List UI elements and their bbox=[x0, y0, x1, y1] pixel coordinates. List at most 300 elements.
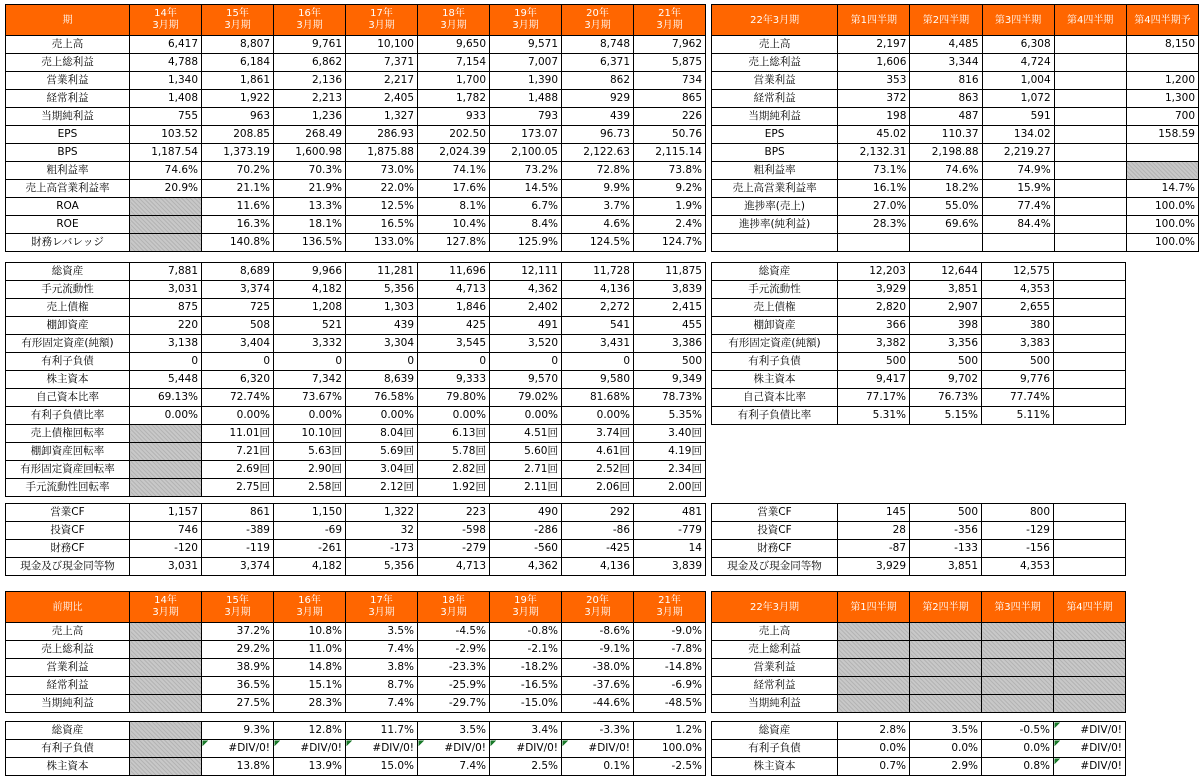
cell[interactable]: 4,182 bbox=[274, 558, 346, 576]
cell[interactable]: 1,303 bbox=[346, 299, 418, 317]
cell[interactable] bbox=[838, 695, 910, 713]
cell[interactable]: 11,696 bbox=[418, 263, 490, 281]
cell[interactable]: -286 bbox=[490, 522, 562, 540]
cell[interactable]: 5.31% bbox=[838, 407, 910, 425]
cell[interactable]: -356 bbox=[910, 522, 982, 540]
cell[interactable]: 124.7% bbox=[634, 234, 706, 252]
cell[interactable]: 127.8% bbox=[418, 234, 490, 252]
row-label[interactable]: 有利子負債比率 bbox=[712, 407, 838, 425]
cell[interactable]: 4,713 bbox=[418, 281, 490, 299]
cell[interactable] bbox=[910, 234, 982, 252]
cell[interactable]: 8.4% bbox=[490, 216, 562, 234]
cell[interactable]: 4,485 bbox=[910, 36, 982, 54]
cell[interactable]: 223 bbox=[418, 504, 490, 522]
cell[interactable]: 1,700 bbox=[418, 72, 490, 90]
cell[interactable]: 0 bbox=[130, 353, 202, 371]
cell[interactable]: 2,655 bbox=[982, 299, 1054, 317]
cell[interactable]: 15.9% bbox=[982, 180, 1054, 198]
cell[interactable]: 0.8% bbox=[982, 758, 1054, 776]
row-label[interactable]: 手元流動性回転率 bbox=[6, 479, 130, 497]
cell[interactable]: -120 bbox=[130, 540, 202, 558]
cell[interactable]: -48.5% bbox=[634, 695, 706, 713]
cell[interactable]: 9.2% bbox=[634, 180, 706, 198]
cell[interactable]: 69.6% bbox=[910, 216, 982, 234]
cell[interactable]: 9,417 bbox=[838, 371, 910, 389]
cell[interactable]: -14.8% bbox=[634, 659, 706, 677]
cell[interactable]: 3,545 bbox=[418, 335, 490, 353]
cell[interactable]: 4,362 bbox=[490, 281, 562, 299]
cell[interactable]: 2,219.27 bbox=[982, 144, 1054, 162]
cell[interactable]: 875 bbox=[130, 299, 202, 317]
cell[interactable]: 5.11% bbox=[982, 407, 1054, 425]
cell[interactable]: 8.7% bbox=[346, 677, 418, 695]
cell[interactable]: 10.10回 bbox=[274, 425, 346, 443]
cell[interactable]: 96.73 bbox=[562, 126, 634, 144]
cell[interactable]: 3,374 bbox=[202, 558, 274, 576]
cell[interactable]: 16.5% bbox=[346, 216, 418, 234]
cell[interactable]: -37.6% bbox=[562, 677, 634, 695]
cell[interactable]: 500 bbox=[910, 353, 982, 371]
cell[interactable]: 76.73% bbox=[910, 389, 982, 407]
cell[interactable]: 5,875 bbox=[634, 54, 706, 72]
cell[interactable] bbox=[130, 740, 202, 758]
cell[interactable]: 3,851 bbox=[910, 558, 982, 576]
row-label[interactable]: 売上高 bbox=[712, 623, 838, 641]
cell[interactable]: #DIV/0! bbox=[1054, 758, 1126, 776]
cell[interactable] bbox=[982, 623, 1054, 641]
cell[interactable]: 2.71回 bbox=[490, 461, 562, 479]
cell[interactable]: 2,907 bbox=[910, 299, 982, 317]
cell[interactable] bbox=[1054, 695, 1126, 713]
cell[interactable]: 734 bbox=[634, 72, 706, 90]
cell[interactable] bbox=[1054, 522, 1126, 540]
row-label[interactable]: EPS bbox=[712, 126, 838, 144]
cell[interactable] bbox=[982, 659, 1054, 677]
cell[interactable]: 72.8% bbox=[562, 162, 634, 180]
cell[interactable]: 1.92回 bbox=[418, 479, 490, 497]
cell[interactable]: 14.7% bbox=[1126, 180, 1198, 198]
cell[interactable]: 2.8% bbox=[838, 722, 910, 740]
cell[interactable]: 3,383 bbox=[982, 335, 1054, 353]
cell[interactable]: 2,217 bbox=[346, 72, 418, 90]
cell[interactable]: 76.58% bbox=[346, 389, 418, 407]
cell[interactable] bbox=[1054, 641, 1126, 659]
cell[interactable]: 0.00% bbox=[490, 407, 562, 425]
cell[interactable]: 13.8% bbox=[202, 758, 274, 776]
row-label[interactable]: 有形固定資産回転率 bbox=[6, 461, 130, 479]
cell[interactable]: 700 bbox=[1126, 108, 1198, 126]
cell[interactable]: 963 bbox=[202, 108, 274, 126]
cell[interactable] bbox=[130, 479, 202, 497]
cell[interactable]: 286.93 bbox=[346, 126, 418, 144]
cell[interactable]: 11.7% bbox=[346, 722, 418, 740]
cell[interactable]: 38.9% bbox=[202, 659, 274, 677]
cell[interactable]: 84.4% bbox=[982, 216, 1054, 234]
cell[interactable] bbox=[910, 623, 982, 641]
cell[interactable]: 12,203 bbox=[838, 263, 910, 281]
cell[interactable]: 10,100 bbox=[346, 36, 418, 54]
cell[interactable]: 2,115.14 bbox=[634, 144, 706, 162]
row-label[interactable]: ROA bbox=[6, 198, 130, 216]
cell[interactable]: 3,520 bbox=[490, 335, 562, 353]
row-label[interactable]: 売上債権 bbox=[6, 299, 130, 317]
cell[interactable]: 3,404 bbox=[202, 335, 274, 353]
cell[interactable]: 0.0% bbox=[982, 740, 1054, 758]
cell[interactable]: 3.40回 bbox=[634, 425, 706, 443]
cell[interactable]: 100.0% bbox=[634, 740, 706, 758]
cell[interactable]: 500 bbox=[838, 353, 910, 371]
row-label[interactable]: 手元流動性 bbox=[6, 281, 130, 299]
row-label[interactable]: 自己資本比率 bbox=[6, 389, 130, 407]
cell[interactable] bbox=[130, 623, 202, 641]
cell[interactable]: 2.75回 bbox=[202, 479, 274, 497]
cell[interactable]: 13.3% bbox=[274, 198, 346, 216]
cell[interactable]: 37.2% bbox=[202, 623, 274, 641]
cell[interactable]: 16.1% bbox=[838, 180, 910, 198]
cell[interactable]: -560 bbox=[490, 540, 562, 558]
cell[interactable]: 4,724 bbox=[982, 54, 1054, 72]
cell[interactable]: 2.90回 bbox=[274, 461, 346, 479]
cell[interactable]: 865 bbox=[634, 90, 706, 108]
cell[interactable]: 9,349 bbox=[634, 371, 706, 389]
cell[interactable]: 133.0% bbox=[346, 234, 418, 252]
cell[interactable]: 1,846 bbox=[418, 299, 490, 317]
cell[interactable]: 5,356 bbox=[346, 281, 418, 299]
row-label[interactable]: EPS bbox=[6, 126, 130, 144]
cell[interactable]: 2,132.31 bbox=[838, 144, 910, 162]
row-label[interactable]: 棚卸資産回転率 bbox=[6, 443, 130, 461]
cell[interactable]: -87 bbox=[838, 540, 910, 558]
cell[interactable]: 4,713 bbox=[418, 558, 490, 576]
cell[interactable] bbox=[130, 695, 202, 713]
row-label[interactable]: 手元流動性 bbox=[712, 281, 838, 299]
cell[interactable]: 79.02% bbox=[490, 389, 562, 407]
row-label[interactable]: 進捗率(純利益) bbox=[712, 216, 838, 234]
cell[interactable]: 2.12回 bbox=[346, 479, 418, 497]
cell[interactable] bbox=[130, 659, 202, 677]
cell[interactable]: 3,839 bbox=[634, 558, 706, 576]
row-label[interactable]: 営業CF bbox=[712, 504, 838, 522]
cell[interactable]: 481 bbox=[634, 504, 706, 522]
cell[interactable]: 4,788 bbox=[130, 54, 202, 72]
cell[interactable]: 3,929 bbox=[838, 558, 910, 576]
cell[interactable]: 816 bbox=[910, 72, 982, 90]
cell[interactable]: 6,417 bbox=[130, 36, 202, 54]
cell[interactable]: 8,807 bbox=[202, 36, 274, 54]
cell[interactable] bbox=[838, 659, 910, 677]
cell[interactable] bbox=[1054, 317, 1126, 335]
cell[interactable]: 6.13回 bbox=[418, 425, 490, 443]
cell[interactable]: 8.04回 bbox=[346, 425, 418, 443]
cell[interactable]: 28.3% bbox=[274, 695, 346, 713]
cell[interactable]: -6.9% bbox=[634, 677, 706, 695]
cell[interactable]: 2,272 bbox=[562, 299, 634, 317]
cell[interactable]: 9,571 bbox=[490, 36, 562, 54]
row-label[interactable]: 現金及び現金同等物 bbox=[6, 558, 130, 576]
cell[interactable] bbox=[838, 623, 910, 641]
cell[interactable]: 2.58回 bbox=[274, 479, 346, 497]
row-label[interactable]: 当期純利益 bbox=[6, 695, 130, 713]
cell[interactable] bbox=[1054, 540, 1126, 558]
cell[interactable] bbox=[1054, 389, 1126, 407]
cell[interactable]: 3,382 bbox=[838, 335, 910, 353]
cell[interactable] bbox=[1054, 234, 1126, 252]
cell[interactable] bbox=[1054, 216, 1126, 234]
cell[interactable]: #DIV/0! bbox=[202, 740, 274, 758]
cell[interactable] bbox=[130, 641, 202, 659]
cell[interactable]: 5.63回 bbox=[274, 443, 346, 461]
cell[interactable] bbox=[130, 425, 202, 443]
cell[interactable] bbox=[1126, 162, 1198, 180]
cell[interactable]: 81.68% bbox=[562, 389, 634, 407]
cell[interactable]: 4,353 bbox=[982, 281, 1054, 299]
row-label[interactable]: 経常利益 bbox=[712, 677, 838, 695]
cell[interactable]: -389 bbox=[202, 522, 274, 540]
cell[interactable]: 4,362 bbox=[490, 558, 562, 576]
cell[interactable]: 591 bbox=[982, 108, 1054, 126]
row-label[interactable]: 財務レバレッジ bbox=[6, 234, 130, 252]
cell[interactable]: -8.6% bbox=[562, 623, 634, 641]
cell[interactable]: 2.00回 bbox=[634, 479, 706, 497]
cell[interactable]: -173 bbox=[346, 540, 418, 558]
cell[interactable]: -261 bbox=[274, 540, 346, 558]
row-label[interactable]: 当期純利益 bbox=[712, 108, 838, 126]
cell[interactable]: #DIV/0! bbox=[562, 740, 634, 758]
cell[interactable]: 12.5% bbox=[346, 198, 418, 216]
cell[interactable]: 100.0% bbox=[1126, 216, 1198, 234]
row-label[interactable]: 総資産 bbox=[712, 263, 838, 281]
cell[interactable]: 5.15% bbox=[910, 407, 982, 425]
cell[interactable]: 1.9% bbox=[634, 198, 706, 216]
cell[interactable]: 36.5% bbox=[202, 677, 274, 695]
cell[interactable] bbox=[1054, 371, 1126, 389]
row-label[interactable]: 売上高営業利益率 bbox=[6, 180, 130, 198]
row-label[interactable]: 財務CF bbox=[6, 540, 130, 558]
cell[interactable]: 746 bbox=[130, 522, 202, 540]
cell[interactable]: 55.0% bbox=[910, 198, 982, 216]
cell[interactable]: #DIV/0! bbox=[418, 740, 490, 758]
cell[interactable]: 11,728 bbox=[562, 263, 634, 281]
cell[interactable] bbox=[1054, 677, 1126, 695]
row-label[interactable]: 総資産 bbox=[6, 722, 130, 740]
cell[interactable]: 18.2% bbox=[910, 180, 982, 198]
cell[interactable]: 2.11回 bbox=[490, 479, 562, 497]
cell[interactable]: 4.61回 bbox=[562, 443, 634, 461]
row-label[interactable]: 財務CF bbox=[712, 540, 838, 558]
row-label[interactable]: 有利子負債 bbox=[6, 353, 130, 371]
cell[interactable]: 455 bbox=[634, 317, 706, 335]
cell[interactable]: 8,748 bbox=[562, 36, 634, 54]
cell[interactable]: 0.0% bbox=[838, 740, 910, 758]
row-label[interactable]: 有利子負債 bbox=[712, 353, 838, 371]
cell[interactable] bbox=[1054, 281, 1126, 299]
cell[interactable]: 0.1% bbox=[562, 758, 634, 776]
cell[interactable]: 9,776 bbox=[982, 371, 1054, 389]
cell[interactable]: 22.0% bbox=[346, 180, 418, 198]
cell[interactable]: -15.0% bbox=[490, 695, 562, 713]
cell[interactable]: 3,356 bbox=[910, 335, 982, 353]
cell[interactable]: 8,689 bbox=[202, 263, 274, 281]
cell[interactable]: 6.7% bbox=[490, 198, 562, 216]
cell[interactable]: 500 bbox=[634, 353, 706, 371]
cell[interactable]: 15.0% bbox=[346, 758, 418, 776]
cell[interactable]: 0.00% bbox=[346, 407, 418, 425]
cell[interactable]: 74.6% bbox=[910, 162, 982, 180]
cell[interactable]: 7,154 bbox=[418, 54, 490, 72]
cell[interactable]: -2.1% bbox=[490, 641, 562, 659]
cell[interactable]: 2,024.39 bbox=[418, 144, 490, 162]
cell[interactable] bbox=[1054, 504, 1126, 522]
cell[interactable]: 1,782 bbox=[418, 90, 490, 108]
cell[interactable]: -598 bbox=[418, 522, 490, 540]
cell[interactable]: 74.6% bbox=[130, 162, 202, 180]
row-label[interactable]: 有形固定資産(純額) bbox=[6, 335, 130, 353]
cell[interactable] bbox=[130, 216, 202, 234]
cell[interactable]: 863 bbox=[910, 90, 982, 108]
cell[interactable] bbox=[1054, 108, 1126, 126]
cell[interactable] bbox=[1054, 335, 1126, 353]
cell[interactable]: 1,373.19 bbox=[202, 144, 274, 162]
cell[interactable] bbox=[910, 659, 982, 677]
cell[interactable]: 929 bbox=[562, 90, 634, 108]
cell[interactable]: 933 bbox=[418, 108, 490, 126]
cell[interactable]: 2,122.63 bbox=[562, 144, 634, 162]
row-label[interactable]: 売上債権 bbox=[712, 299, 838, 317]
cell[interactable] bbox=[910, 677, 982, 695]
cell[interactable]: 1,488 bbox=[490, 90, 562, 108]
row-label[interactable]: 総資産 bbox=[6, 263, 130, 281]
cell[interactable]: 0 bbox=[490, 353, 562, 371]
cell[interactable]: 4,182 bbox=[274, 281, 346, 299]
cell[interactable] bbox=[130, 677, 202, 695]
row-label[interactable]: 粗利益率 bbox=[6, 162, 130, 180]
cell[interactable]: 425 bbox=[418, 317, 490, 335]
cell[interactable] bbox=[1054, 144, 1126, 162]
cell[interactable]: 0.00% bbox=[562, 407, 634, 425]
row-label[interactable]: 自己資本比率 bbox=[712, 389, 838, 407]
cell[interactable]: -129 bbox=[982, 522, 1054, 540]
cell[interactable]: 16.3% bbox=[202, 216, 274, 234]
cell[interactable]: 2.69回 bbox=[202, 461, 274, 479]
cell[interactable]: 2.34回 bbox=[634, 461, 706, 479]
cell[interactable]: 0 bbox=[418, 353, 490, 371]
cell[interactable]: 9,702 bbox=[910, 371, 982, 389]
cell[interactable]: 0.00% bbox=[202, 407, 274, 425]
cell[interactable] bbox=[1054, 263, 1126, 281]
cell[interactable]: 9.9% bbox=[562, 180, 634, 198]
cell[interactable]: 77.4% bbox=[982, 198, 1054, 216]
row-label[interactable]: 売上総利益 bbox=[6, 641, 130, 659]
cell[interactable]: #DIV/0! bbox=[274, 740, 346, 758]
row-label[interactable]: 有利子負債 bbox=[712, 740, 838, 758]
row-label[interactable]: 株主資本 bbox=[6, 758, 130, 776]
cell[interactable]: 7,962 bbox=[634, 36, 706, 54]
cell[interactable]: 110.37 bbox=[910, 126, 982, 144]
cell[interactable]: 10.8% bbox=[274, 623, 346, 641]
cell[interactable]: -779 bbox=[634, 522, 706, 540]
cell[interactable]: 487 bbox=[910, 108, 982, 126]
cell[interactable]: 77.74% bbox=[982, 389, 1054, 407]
row-label[interactable]: 売上高 bbox=[712, 36, 838, 54]
cell[interactable]: 28.3% bbox=[838, 216, 910, 234]
cell[interactable] bbox=[1126, 144, 1198, 162]
cell[interactable] bbox=[130, 461, 202, 479]
cell[interactable]: 4,136 bbox=[562, 558, 634, 576]
cell[interactable]: 7,342 bbox=[274, 371, 346, 389]
row-label[interactable]: BPS bbox=[6, 144, 130, 162]
cell[interactable]: 11.01回 bbox=[202, 425, 274, 443]
cell[interactable] bbox=[1054, 558, 1126, 576]
cell[interactable] bbox=[982, 234, 1054, 252]
row-label[interactable]: 投資CF bbox=[6, 522, 130, 540]
cell[interactable]: 2.4% bbox=[634, 216, 706, 234]
row-label[interactable]: 営業利益 bbox=[6, 72, 130, 90]
cell[interactable]: 1.2% bbox=[634, 722, 706, 740]
cell[interactable]: 439 bbox=[562, 108, 634, 126]
cell[interactable]: 3.7% bbox=[562, 198, 634, 216]
cell[interactable]: 20.9% bbox=[130, 180, 202, 198]
cell[interactable]: -9.1% bbox=[562, 641, 634, 659]
cell[interactable]: -156 bbox=[982, 540, 1054, 558]
cell[interactable]: 17.6% bbox=[418, 180, 490, 198]
cell[interactable]: 9,580 bbox=[562, 371, 634, 389]
cell[interactable]: 1,236 bbox=[274, 108, 346, 126]
cell[interactable]: #DIV/0! bbox=[1054, 722, 1126, 740]
cell[interactable]: 2,820 bbox=[838, 299, 910, 317]
cell[interactable]: -4.5% bbox=[418, 623, 490, 641]
cell[interactable]: 3,344 bbox=[910, 54, 982, 72]
cell[interactable]: 1,408 bbox=[130, 90, 202, 108]
cell[interactable]: -9.0% bbox=[634, 623, 706, 641]
cell[interactable] bbox=[982, 677, 1054, 695]
cell[interactable]: 5,356 bbox=[346, 558, 418, 576]
cell[interactable] bbox=[838, 677, 910, 695]
cell[interactable] bbox=[130, 443, 202, 461]
cell[interactable] bbox=[838, 641, 910, 659]
cell[interactable]: 7,007 bbox=[490, 54, 562, 72]
cell[interactable]: 0.00% bbox=[418, 407, 490, 425]
cell[interactable]: 9,761 bbox=[274, 36, 346, 54]
cell[interactable]: 1,208 bbox=[274, 299, 346, 317]
cell[interactable]: 1,606 bbox=[838, 54, 910, 72]
row-label[interactable]: 進捗率(売上) bbox=[712, 198, 838, 216]
row-label[interactable]: 営業利益 bbox=[712, 72, 838, 90]
cell[interactable]: 7.4% bbox=[346, 695, 418, 713]
cell[interactable]: 9.3% bbox=[202, 722, 274, 740]
cell[interactable]: 2.06回 bbox=[562, 479, 634, 497]
cell[interactable]: 21.1% bbox=[202, 180, 274, 198]
cell[interactable]: 28 bbox=[838, 522, 910, 540]
cell[interactable] bbox=[1054, 180, 1126, 198]
row-label[interactable]: 売上高 bbox=[6, 36, 130, 54]
cell[interactable]: 10.4% bbox=[418, 216, 490, 234]
cell[interactable]: -425 bbox=[562, 540, 634, 558]
cell[interactable]: 134.02 bbox=[982, 126, 1054, 144]
cell[interactable]: 14 bbox=[634, 540, 706, 558]
cell[interactable]: 0 bbox=[202, 353, 274, 371]
row-label[interactable]: 株主資本 bbox=[712, 371, 838, 389]
cell[interactable]: 1,300 bbox=[1126, 90, 1198, 108]
cell[interactable]: 5.78回 bbox=[418, 443, 490, 461]
cell[interactable]: 380 bbox=[982, 317, 1054, 335]
cell[interactable]: 0.00% bbox=[274, 407, 346, 425]
cell[interactable]: 1,322 bbox=[346, 504, 418, 522]
cell[interactable]: 9,333 bbox=[418, 371, 490, 389]
cell[interactable]: 158.59 bbox=[1126, 126, 1198, 144]
cell[interactable]: 14.8% bbox=[274, 659, 346, 677]
cell[interactable]: 541 bbox=[562, 317, 634, 335]
cell[interactable]: 8,639 bbox=[346, 371, 418, 389]
